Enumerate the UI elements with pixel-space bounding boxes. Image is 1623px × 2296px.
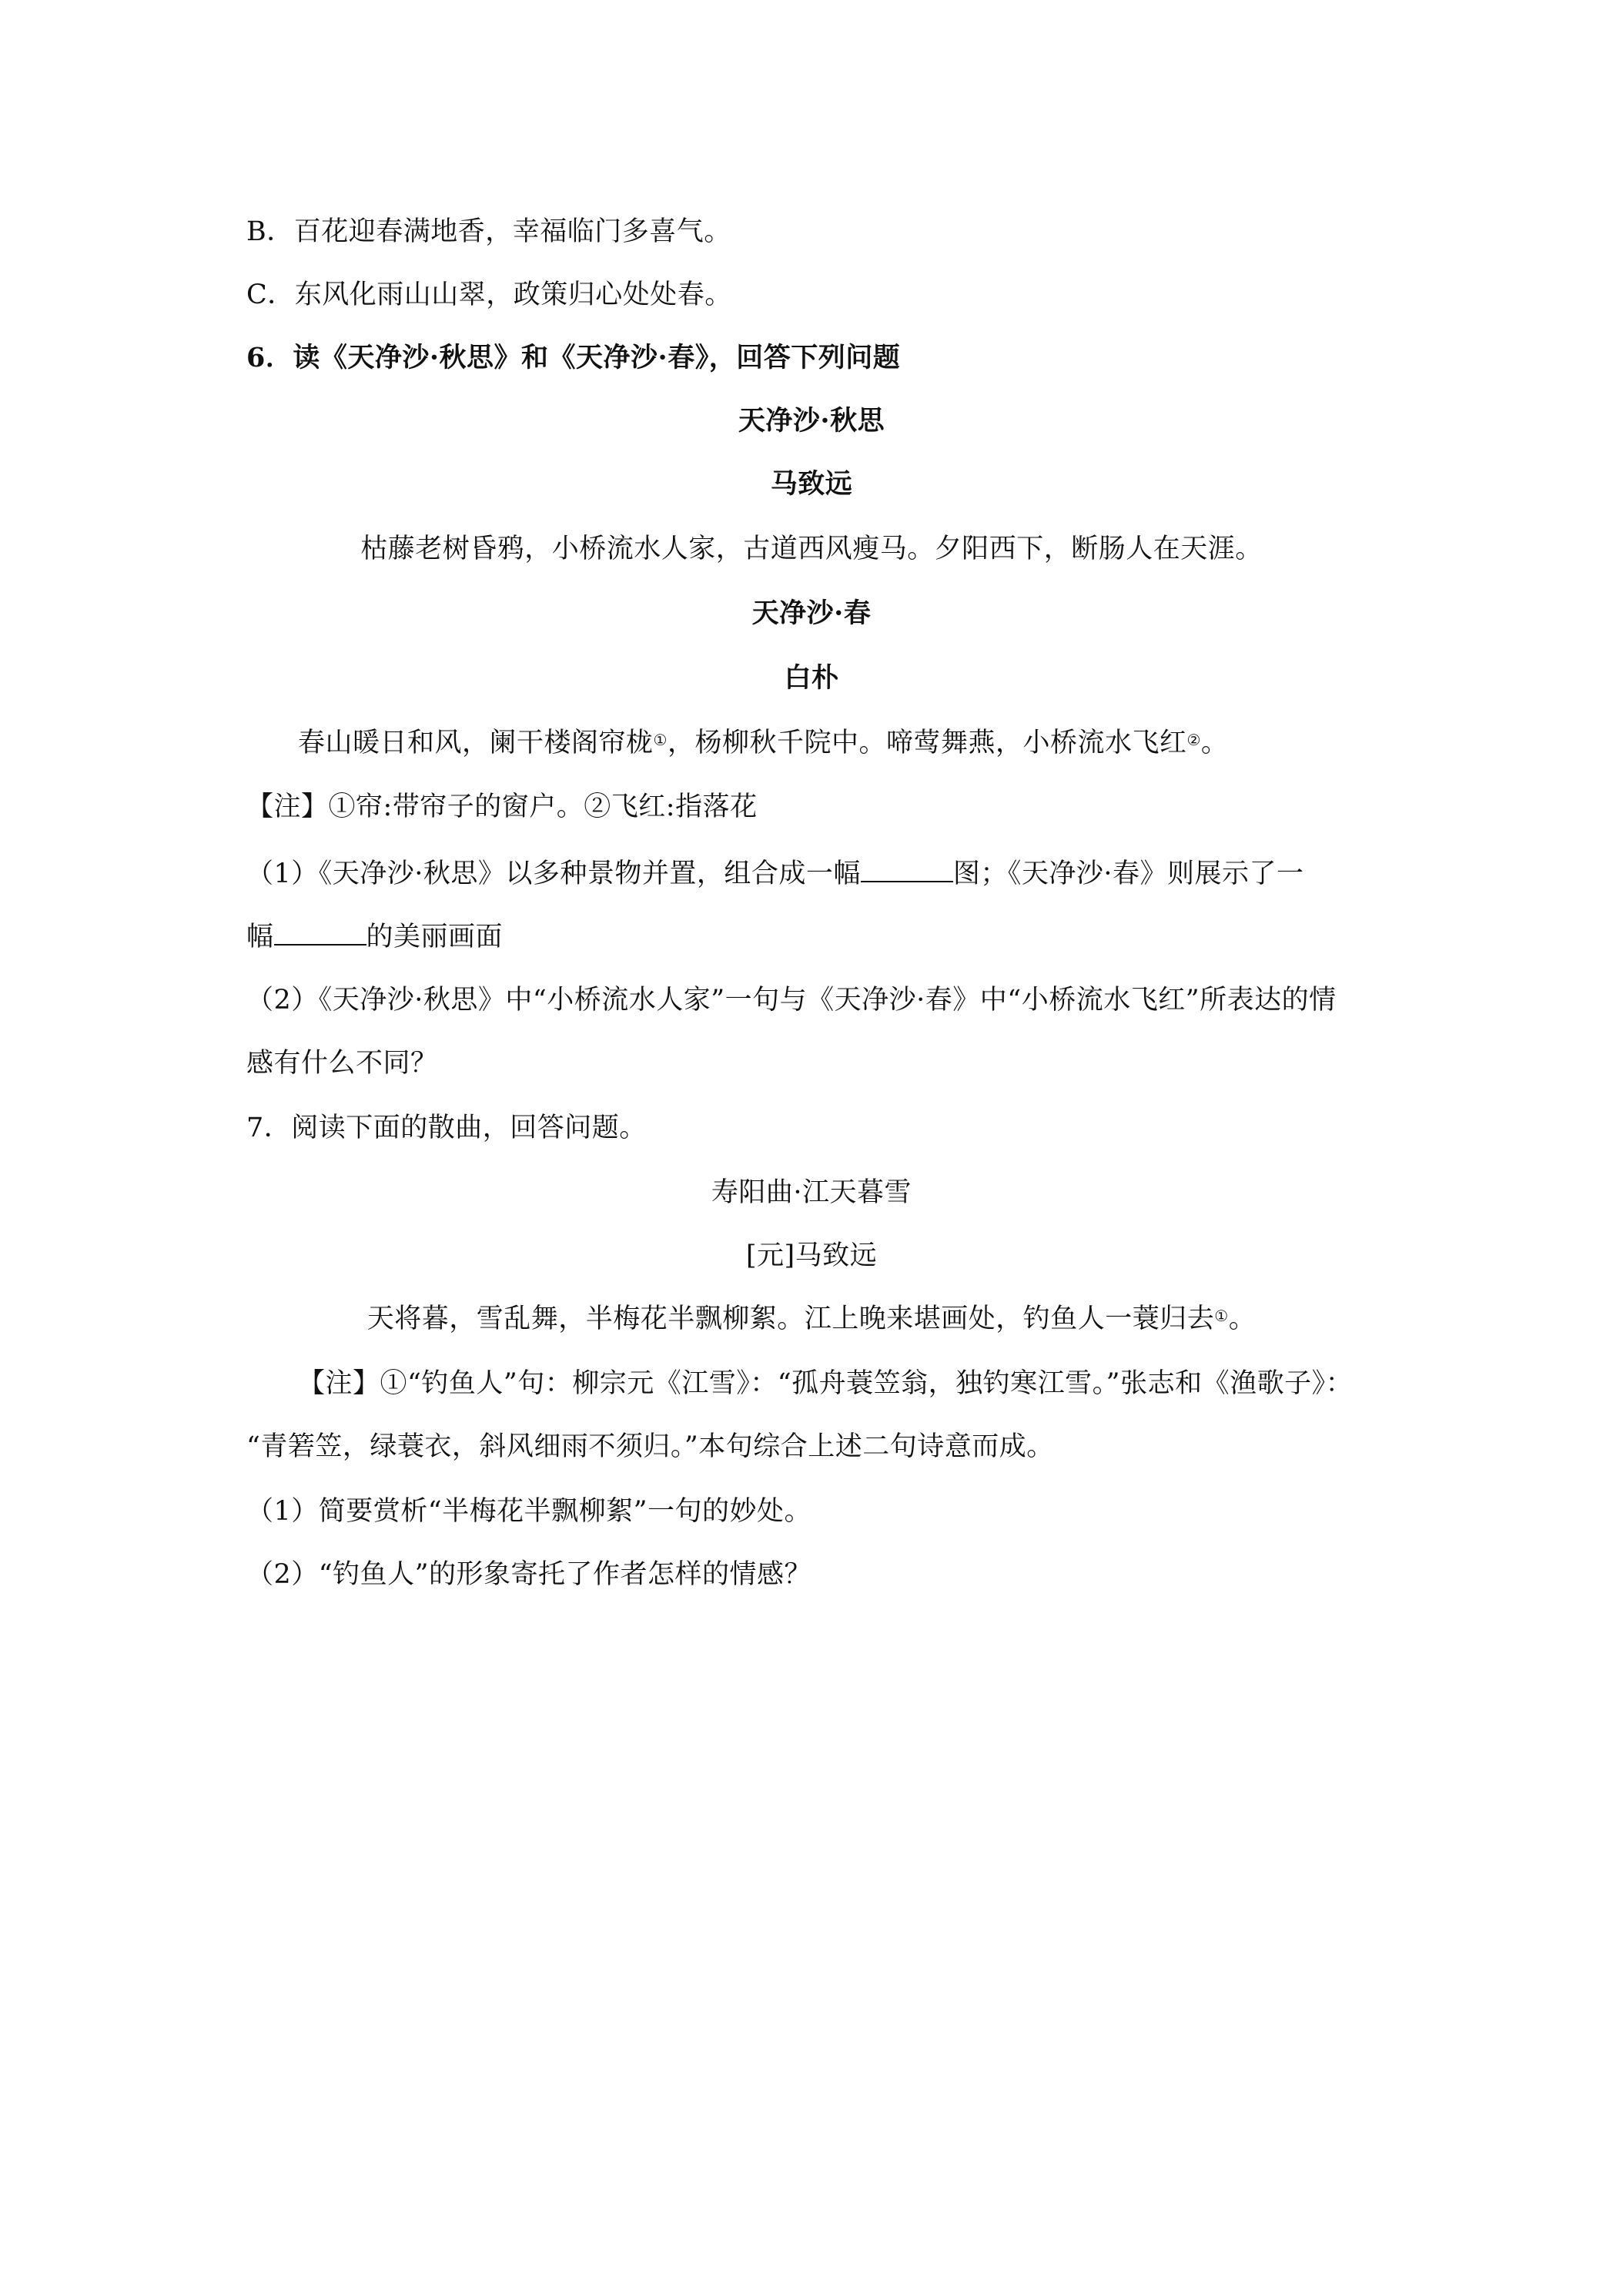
q6-sub1-part-d: 的美丽画面: [366, 922, 504, 952]
answer-blank-2[interactable]: [274, 918, 366, 946]
q7-sub1: （1）简要赏析“半梅花半飘柳絮”一句的妙处。: [246, 1496, 812, 1527]
option-b: B．百花迎春满地香，幸福临门多喜气。: [246, 216, 731, 247]
poem1-title: 天净沙·秋思: [738, 405, 885, 437]
q6-sub1-line1: [246, 855, 1304, 892]
footnote-marker-3: ①: [1214, 1307, 1229, 1325]
poem3-text-part-a: 天将暮，雪乱舞，半梅花半飘柳絮。江上晚来堪画处，钓鱼人一蓑归去: [366, 1304, 1215, 1334]
poem2-text-part-b: ，杨柳秋千院中。啼莺舞燕，小桥流水飞红: [667, 728, 1187, 758]
q6-sub1-part-b: 图；《天净沙·春》则展示了一: [952, 858, 1304, 889]
footnote-marker-2: ②: [1186, 731, 1201, 749]
footnote-marker-1: ①: [653, 731, 668, 749]
question-6-heading: 6．读《天净沙·秋思》和《天净沙·春》，回答下列问题: [246, 342, 901, 373]
poem2-text-part-a: 春山暖日和风，阑干楼阁帘栊: [298, 728, 654, 758]
poem3-text: [0, 1301, 1623, 1337]
q6-sub1-part-c: 幅: [246, 922, 274, 952]
q7-note-line2: “青箬笠，绿蓑衣，斜风细雨不须归。”本句综合上述二句诗意而成。: [246, 1431, 1054, 1462]
answer-blank-1[interactable]: [861, 855, 953, 882]
q6-sub1-part-a: （1）《天净沙·秋思》以多种景物并置，组合成一幅: [246, 858, 861, 889]
poem3-author: [元]马致远: [745, 1240, 878, 1271]
option-c: C．东风化雨山山翠，政策归心处处春。: [246, 279, 732, 310]
poem3-text-part-b: 。: [1228, 1304, 1257, 1334]
poem3-title: 寿阳曲·江天暮雪: [711, 1177, 912, 1208]
poem1-author: 马致远: [770, 468, 853, 500]
poem2-title: 天净沙·春: [751, 597, 872, 629]
q6-sub1-line2: [246, 918, 503, 955]
poem2-text: [298, 725, 1228, 761]
poem2-text-part-c: 。: [1200, 728, 1229, 758]
poem1-text: 枯藤老树昏鸦，小桥流水人家，古道西风瘦马。夕阳西下，断肠人在天涯。: [360, 534, 1263, 564]
poem2-author: 白朴: [784, 662, 839, 694]
q7-sub2: （2）“钓鱼人”的形象寄托了作者怎样的情感？: [246, 1559, 812, 1590]
poem2-note: 【注】①帘:带帘子的窗户。②飞红:指落花: [246, 792, 758, 822]
q6-sub2-line2: 感有什么不同？: [246, 1048, 438, 1079]
q7-note-line1: 【注】①“钓鱼人”句：柳宗元《江雪》：“孤舟蓑笠翁，独钓寒江雪。”张志和《渔歌子》：: [298, 1368, 1354, 1399]
question-7-heading: 7．阅读下面的散曲，回答问题。: [246, 1113, 647, 1143]
q6-sub2-line1: （2）《天净沙·秋思》中“小桥流水人家”一句与《天净沙·春》中“小桥流水飞红”所表达的情: [246, 985, 1337, 1016]
